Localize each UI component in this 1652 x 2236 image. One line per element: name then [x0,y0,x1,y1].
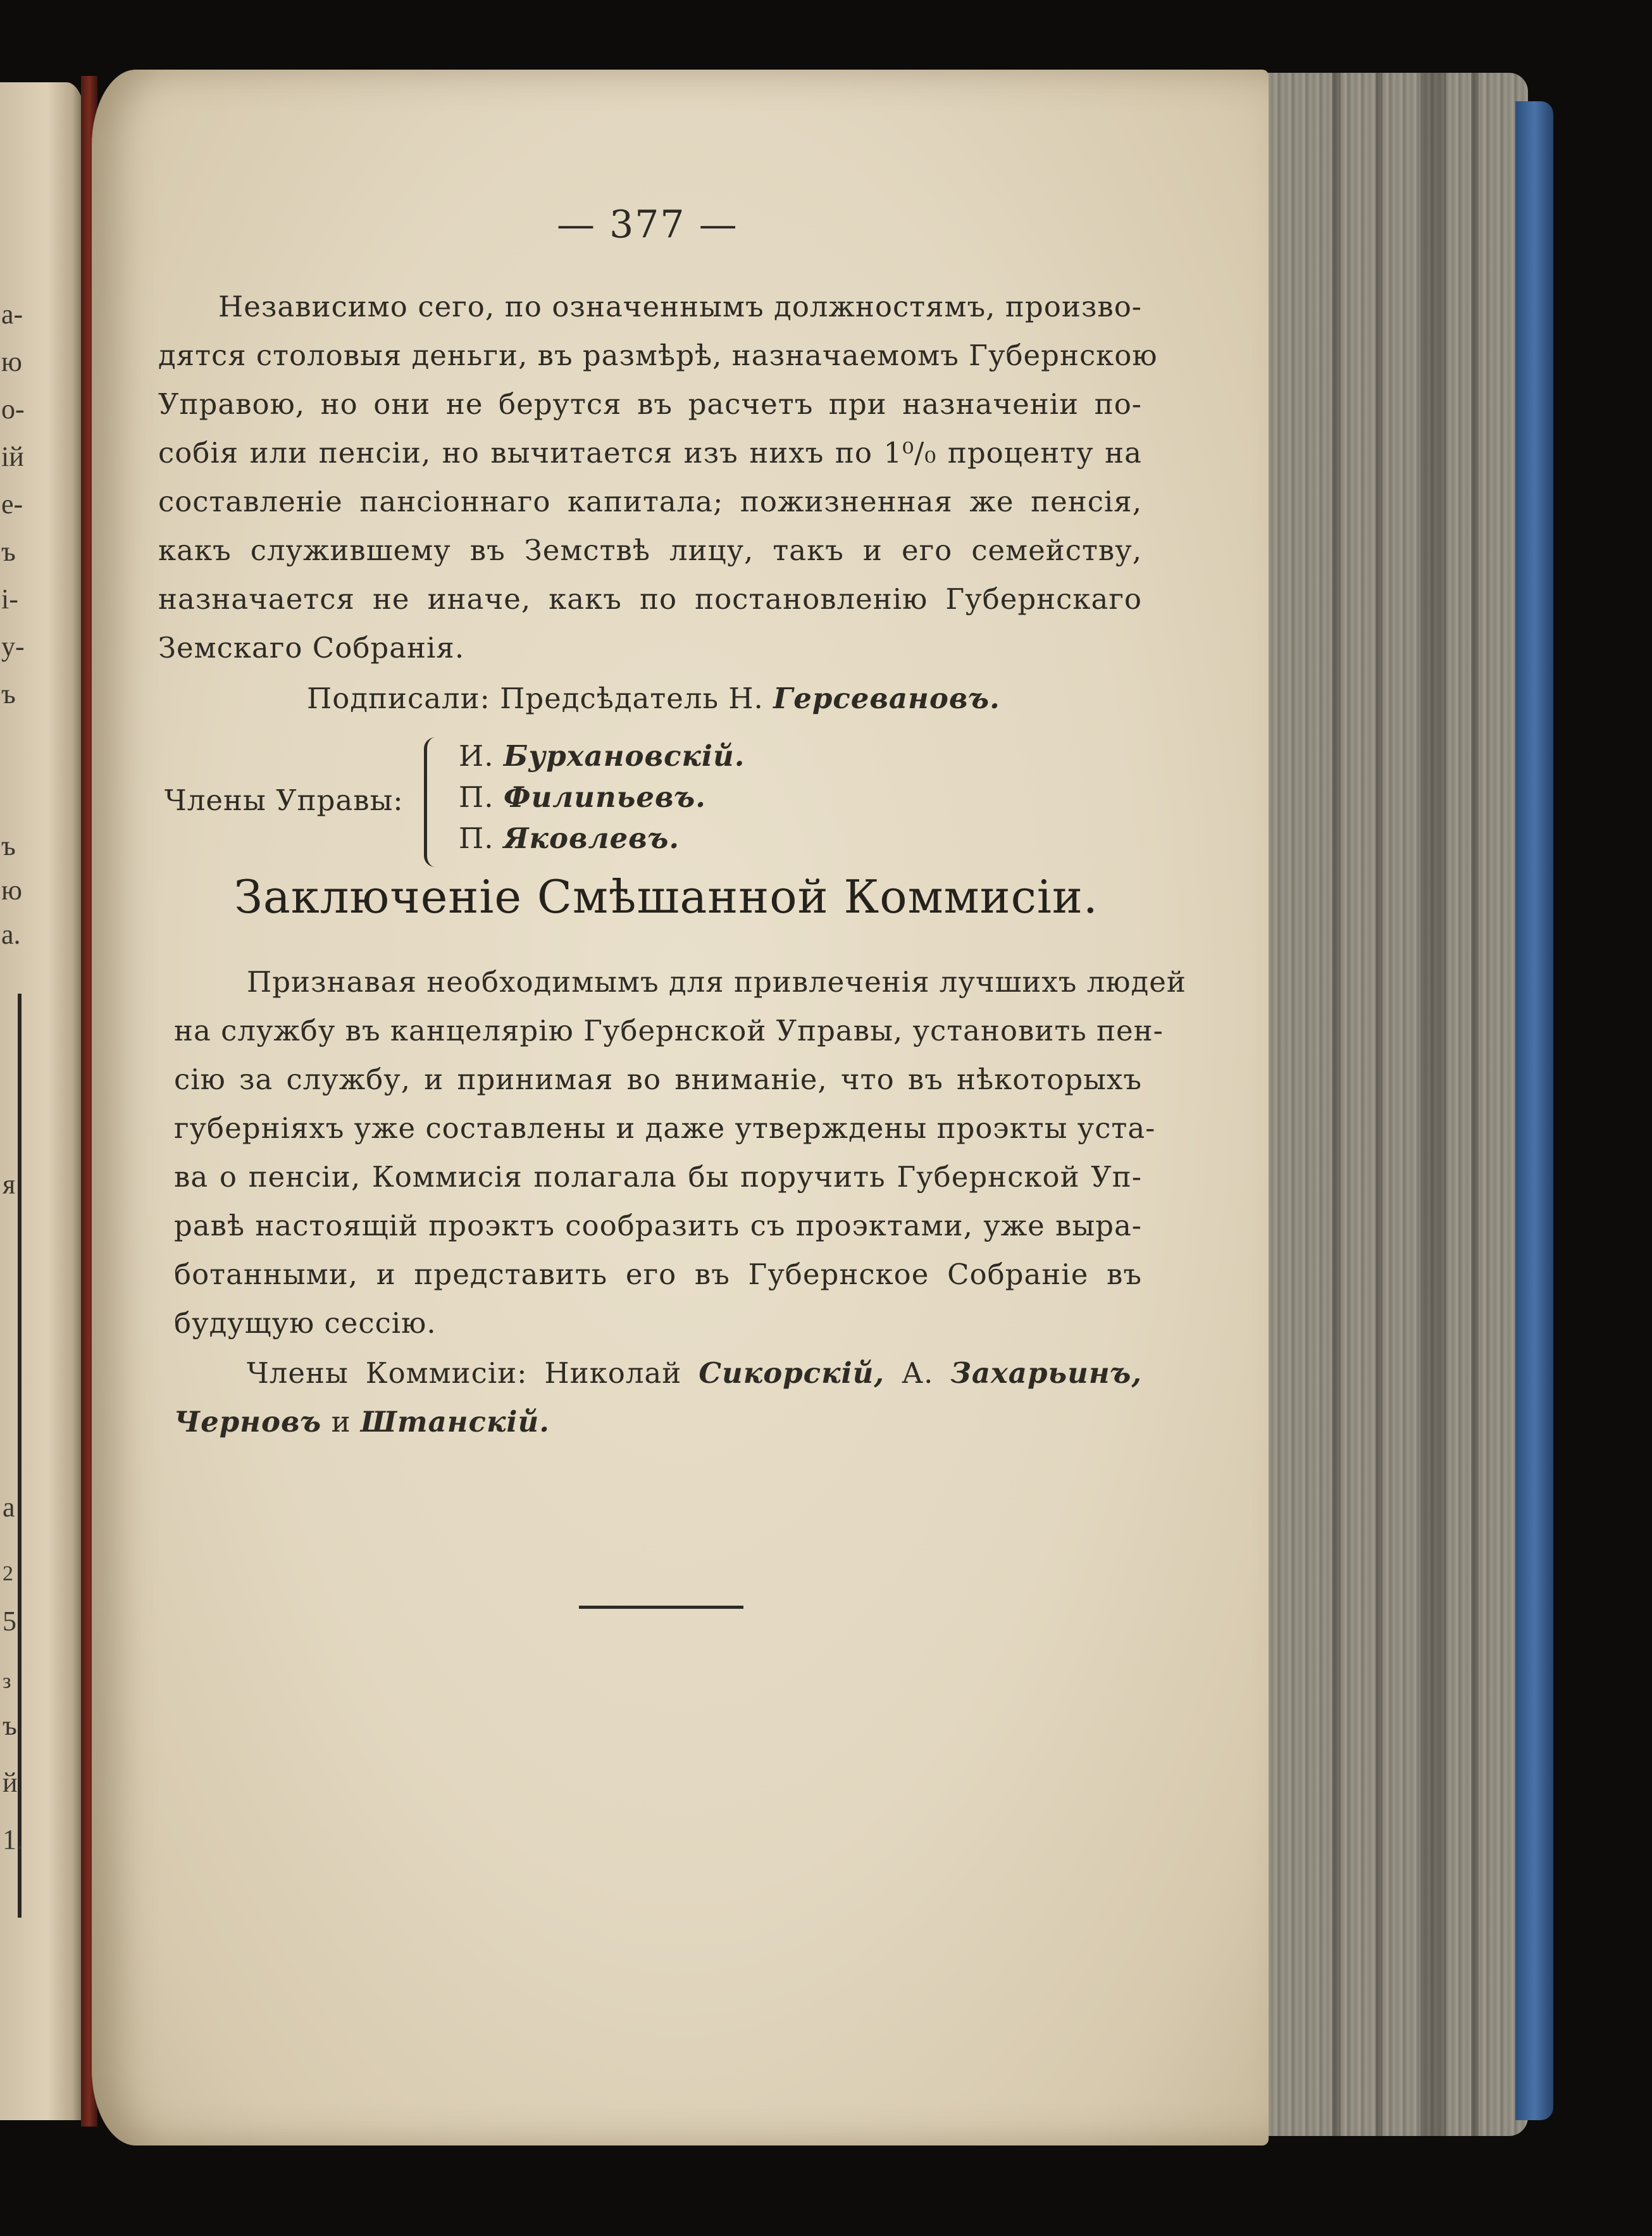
members-label: Члены Управы: [165,784,404,817]
page-stack-edges [1231,73,1528,2136]
member-initial: И. [459,739,494,773]
member-row [459,780,706,814]
commission-conj: и [331,1405,351,1439]
text-line: собія или пенсіи, но вычитается изъ нихъ по 1⁰/₀ проценту на [158,436,1142,470]
commission-initial: А. [902,1356,934,1390]
member-row [459,739,745,773]
text-line: сію за службу, и принимая во вниманіе, что въ нѣкоторыхъ [174,1063,1142,1096]
left-fragment: а [3,1492,15,1523]
left-fragment: 2 [3,1562,13,1585]
left-fragment: ю [1,875,22,906]
text-line: назначается не иначе, какъ по постановленію Губернскаго [158,582,1142,616]
member-row [459,821,680,855]
left-fragment: ю [1,346,22,377]
member-initial: П. [459,821,494,855]
commission-name: Захарьинъ, [950,1356,1143,1390]
signature-line [307,682,1000,715]
text-line: Независимо сего, по означеннымъ должностямъ, произво- [218,290,1142,323]
commission-name: Черновъ [174,1405,322,1439]
left-fragment: я [3,1169,16,1200]
text-line: дятся столовыя деньги, въ размѣрѣ, назначаемомъ Губернскою [158,339,1158,372]
left-fragment: ъ [3,1710,17,1741]
left-fragment: а. [1,919,21,950]
text-line: ва о пенсіи, Коммисія полагала бы поручить Губернской Уп- [174,1160,1142,1194]
text-line: какъ служившему въ Земствѣ лицу, такъ и его семейству, [158,534,1142,567]
member-name: Филипьевъ. [503,780,706,814]
book-page [92,70,1269,2145]
section-heading: Заключеніе Смѣшанной Коммисіи. [234,870,1098,923]
left-fragment: ъ [1,678,16,709]
left-fragment: й [3,1767,18,1798]
commission-line [247,1356,1142,1390]
page-number: — 377 — [557,203,738,247]
member-initial: П. [459,780,494,814]
book-cover-edge [1515,101,1553,2120]
left-fragment: е- [1,489,23,520]
member-name: Бурхановскій. [503,739,745,773]
commission-name: Штанскій. [360,1405,550,1439]
left-fragment: о- [1,394,25,425]
commission-name: Сикорскій, [699,1356,885,1390]
text-line: Земскаго Собранія. [158,631,465,665]
left-fragment: а- [1,299,23,330]
left-fragment: 5 [3,1606,16,1637]
left-fragment: 1. [3,1824,23,1855]
text-line: Управою, но они не берутся въ расчетъ при назначеніи по- [158,387,1142,421]
text-line: Признавая необходимымъ для привлеченія лучшихъ людей [247,965,1186,999]
signed-label: Подписали: Предсѣдатель Н. [307,682,764,715]
text-line: равѣ настоящій проэктъ сообразить съ проэктами, уже выра- [174,1209,1142,1242]
member-name: Яковлевъ. [503,821,680,855]
commission-label: Члены Коммисіи: Николай [247,1356,682,1390]
left-fragment: з [3,1670,11,1693]
previous-page-edge [0,82,85,2120]
text-line: на службу въ канцелярію Губернской Управы, установить пен- [174,1014,1164,1047]
text-line: составленіе пансіоннаго капитала; пожизненная же пенсія, [158,485,1142,518]
members-brace [424,737,436,867]
left-fragment: у- [1,631,25,662]
signed-name: Герсевановъ. [773,682,1000,715]
end-rule [579,1606,743,1609]
left-fragment: ъ [1,536,16,567]
text-line: ботанными, и представить его въ Губернское Собраніе въ [174,1258,1142,1291]
left-fragment: ій [1,441,24,472]
left-fragment: і- [1,584,18,615]
text-line: губерніяхъ уже составлены и даже утверждены проэкты уста- [174,1111,1156,1145]
text-line: будущую сессію. [174,1306,437,1340]
left-fragment: ъ [1,830,16,861]
commission-line [174,1405,550,1439]
